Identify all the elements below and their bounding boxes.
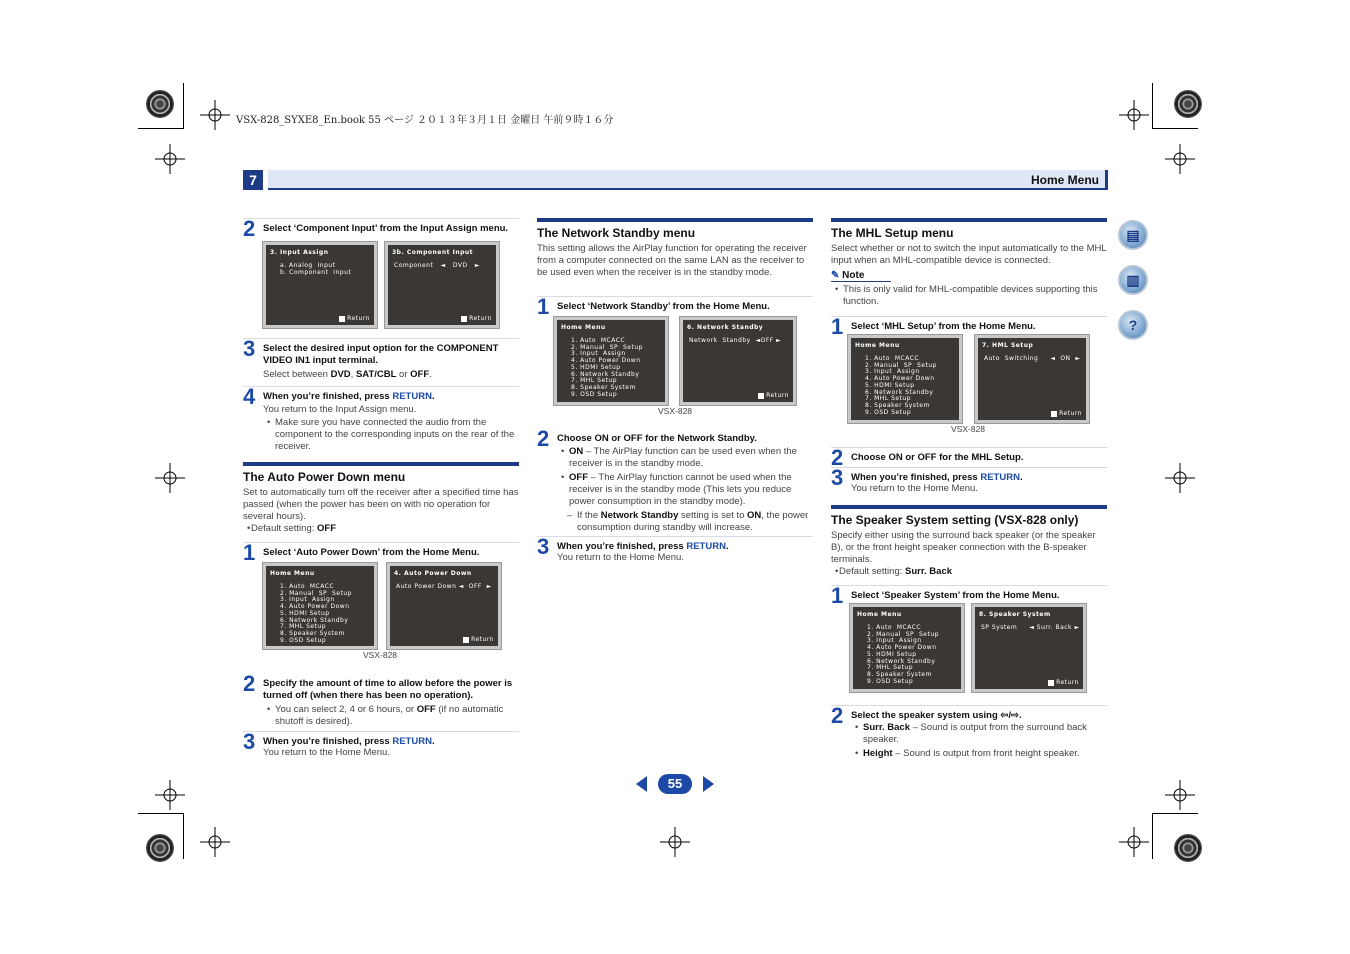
section-title: The MHL Setup menu — [831, 226, 954, 240]
section-title: The Auto Power Down menu — [243, 470, 406, 484]
step-1: 1 Select ‘MHL Setup’ from the Home Menu. — [831, 316, 1107, 317]
note-icon: ✎ — [831, 270, 843, 281]
osd-screen: 6. Network Standby Network Standby ◄OFF ► Return — [680, 317, 796, 405]
help-icon[interactable]: ? — [1118, 310, 1148, 340]
registration-mark — [155, 144, 185, 174]
registration-mark — [1165, 780, 1195, 810]
sub-note: – If the Network Standby setting is set to ON, the power consumption during standby will increase. — [567, 510, 809, 533]
step-body: Select between DVD, SAT/CBL or OFF. — [263, 369, 432, 380]
step-text: Select ‘Auto Power Down’ from the Home Menu. — [263, 547, 480, 558]
step-text: When you’re finished, press RETURN. — [557, 541, 729, 552]
caption: VSX-828 — [658, 406, 693, 416]
default-setting: • Default setting: OFF — [243, 523, 519, 535]
step-text: When you’re finished, press RETURN. — [263, 391, 435, 402]
step-text: Specify the amount of time to allow before the power is turned off (when there has been no operation). — [263, 678, 513, 701]
column-2: The Network Standby menu This setting allows the AirPlay function for operating the receiver from a computer connected on the same LAN as the receiver to be used even when the receiver is in the standby mode. 1 Select ‘Network Standby’ from the Home Menu. Home Menu 1. Auto MCACC 2. Manual SP Setup 3. Input Assign 4. Auto Power Down 5. HDMI Setup 6. Network Standby 7. MHL Setup 8. Speaker System 9. OSD Setup 6. Network Standby Network Standby ◄OFF ► Return VSX-828 2 Choose ON or OFF for the Network Standby. • ON – The AirPlay function can be used even when the receiver is in the standby mode. • OFF – The AirPlay function cannot be used when the receiver is in the standby mode (This lets you reduce power consumption in the standby mode). – If the Network Standby setting is set to ON, the power consumption during standby will increase. 3 When you’re finished, press RETURN. You return to the Home Menu. — [537, 218, 813, 578]
step-text: When you’re finished, press RETURN. — [263, 736, 435, 747]
option-on: • ON – The AirPlay function can be used even when the receiver is in the standby mode. — [557, 446, 813, 470]
step-3: 3 Select the desired input option for the COMPONENT VIDEO IN1 input terminal. Select between DVD, SAT/CBL or OFF. — [243, 338, 519, 339]
registration-mark — [1165, 144, 1195, 174]
section-body: Select whether or not to switch the input automatically to the MHL input when an MHL-compatible device is connected. — [831, 243, 1107, 266]
step-bullet: • You can select 2, 4 or 6 hours, or OFF (if no automatic shutoff is desired). — [263, 704, 519, 728]
section-title: The Speaker System setting (VSX-828 only) — [831, 513, 1079, 527]
step-1: 1 Select ‘Network Standby’ from the Home Menu. — [537, 296, 813, 297]
prev-page-button[interactable] — [636, 776, 647, 792]
chapter-number: 7 — [243, 170, 263, 190]
section-auto-power-down — [243, 462, 519, 535]
section-mhl-setup — [831, 218, 1107, 308]
step-text: Select ‘Speaker System’ from the Home Menu. — [851, 590, 1060, 601]
osd-screen: 7. HML Setup Auto Switching ◄ ON ► Return — [975, 335, 1089, 423]
step-3: 3 When you’re finished, press RETURN. You return to the Home Menu. — [537, 536, 813, 537]
book-icon[interactable]: ▤ — [1118, 220, 1148, 250]
registration-mark — [660, 827, 690, 857]
registration-rosette — [146, 90, 174, 118]
step-text: Select ‘MHL Setup’ from the Home Menu. — [851, 321, 1036, 332]
step-text: Choose ON or OFF for the MHL Setup. — [851, 452, 1024, 463]
default-setting: • Default setting: Surr. Back — [831, 566, 1107, 578]
step-1: 1 Select ‘Auto Power Down’ from the Home Menu. — [243, 542, 519, 543]
file-info-line: VSX-828_SYXE8_En.book 55 ページ ２０１３年３月１日 金曜日 午前９時１６分 — [236, 115, 614, 126]
registration-mark — [200, 827, 230, 857]
registration-mark — [1119, 100, 1149, 130]
registration-mark — [155, 780, 185, 810]
note-heading: ✎ Note — [831, 270, 891, 282]
osd-screen: 4. Auto Power Down Auto Power Down ◄ OFF ► Return — [387, 563, 501, 649]
header-bar — [268, 170, 1108, 190]
step-body: You return to the Home Menu. — [851, 483, 978, 494]
step-3: 3 When you’re finished, press RETURN. You return to the Home Menu. — [831, 467, 1107, 468]
step-bullet: • Make sure you have connected the audio from the component to the corresponding inputs on the rear of the receiver. — [263, 417, 519, 453]
section-body: This setting allows the AirPlay function for operating the receiver from a computer connected on the same LAN as the receiver to be used even when the receiver is in the standby mode. — [537, 243, 807, 278]
registration-mark — [1119, 827, 1149, 857]
registration-rosette — [1174, 90, 1202, 118]
osd-screen: 3b. Component Input Component ◄ DVD ► Return — [385, 242, 499, 328]
step-body: You return to the Input Assign menu. — [263, 404, 417, 415]
osd-screen: Home Menu 1. Auto MCACC 2. Manual SP Setup 3. Input Assign 4. Auto Power Down 5. HDMI Setup 6. Network Standby 7. MHL Setup 8. Speaker System 9. OSD Setup — [850, 604, 964, 692]
section-network-standby — [537, 218, 813, 279]
step-2: 2 Select ‘Component Input’ from the Input Assign menu. — [243, 218, 519, 219]
section-speaker-system — [831, 505, 1107, 578]
section-title: The Network Standby menu — [537, 226, 696, 240]
step-body: You return to the Home Menu. — [263, 747, 390, 758]
step-3: 3 When you’re finished, press RETURN. You return to the Home Menu. — [243, 731, 519, 732]
registration-rosette — [146, 834, 174, 862]
note-text: • This is only valid for MHL-compatible devices supporting this function. — [831, 284, 1107, 308]
step-1: 1 Select ‘Speaker System’ from the Home Menu. — [831, 585, 1107, 586]
section-body: Specify either using the surround back speaker (or the speaker B), or the front height speaker connection with the B-speaker terminals. — [831, 530, 1096, 565]
step-text: Select ‘Component Input’ from the Input Assign menu. — [263, 223, 509, 234]
option-height: • Height – Sound is output from front height speaker. — [851, 748, 1107, 760]
step-4: 4 When you’re finished, press RETURN. You return to the Input Assign menu. • Make sure you have connected the audio from the component to the corresponding inputs on the rear of the receiver. — [243, 386, 519, 387]
step-2: 2 Choose ON or OFF for the MHL Setup. — [831, 447, 1107, 448]
registration-rosette — [1174, 834, 1202, 862]
osd-screen: Home Menu 1. Auto MCACC 2. Manual SP Setup 3. Input Assign 4. Auto Power Down 5. HDMI Setup 6. Network Standby 7. MHL Setup 8. Speaker System 9. OSD Setup — [848, 335, 962, 423]
column-3 — [831, 218, 1107, 763]
receiver-icon[interactable]: ▥ — [1118, 265, 1148, 295]
registration-mark — [155, 463, 185, 493]
osd-screen: Home Menu 1. Auto MCACC 2. Manual SP Setup 3. Input Assign 4. Auto Power Down 5. HDMI Setup 6. Network Standby 7. MHL Setup 8. Speaker System 9. OSD Setup — [554, 317, 668, 405]
caption: VSX-828 — [363, 650, 398, 660]
page-number: 55 — [658, 774, 692, 794]
step-body: You return to the Home Menu. — [557, 552, 684, 563]
column-1: 2 Select ‘Component Input’ from the Input Assign menu. 3. Input Assign a. Analog Input b. Component Input Return 3b. Component Input Component ◄ DVD ► Return 3 Select the desired input option for the COMPONENT VIDEO IN1 input terminal. Select between DVD, SAT/CBL or OFF. 4 When you’re finished, press RETURN. You return to the Input Assign menu. • Make sure you have connected the audio from the component to the corresponding inputs on the rear of the receiver. The Auto Power Down menu Set to automatically turn off the receiver after a specified time has passed (when the power has been on with no operation for several hours). • Default setting: OFF 1 Select ‘Auto Power Down’ from the Home Menu. Home Menu 1. Auto MCACC 2. Manual SP Setup 3. Input Assign 4. Auto Power Down 5. HDMI Setup 6. Network Standby 7. MHL Setup 8. Speaker System 9. OSD Setup 4. Auto Power Down Auto Power Down ◄ OFF ► Return VSX-828 2 Specify the amount of time to allow before the power is turned off (when there has been no operation). • You can select 2, 4 or 6 hours, or OFF (if no automatic shutoff is desired). 3 When you’re finished, press RETURN. You return to the Home Menu. — [243, 218, 519, 778]
step-text: Choose ON or OFF for the Network Standby. — [557, 433, 757, 444]
caption: VSX-828 — [951, 424, 986, 434]
osd-screen: 3. Input Assign a. Analog Input b. Component Input Return — [263, 242, 377, 328]
step-text: Select the desired input option for the COMPONENT VIDEO IN1 input terminal. — [263, 343, 499, 366]
header-title: Home Menu — [1030, 173, 1099, 187]
step-2: 2 Select the speaker system using ⇦/⇨. • Surr. Back – Sound is output from the surround back speaker. • Height – Sound is output from front height speaker. — [831, 705, 1107, 706]
registration-mark — [200, 100, 230, 130]
option-surr-back: • Surr. Back – Sound is output from the surround back speaker. — [851, 722, 1107, 746]
section-body: Set to automatically turn off the receiver after a specified time has passed (when the power has been on with no operation for several hours). — [243, 487, 519, 522]
osd-screen: 8. Speaker System SP System ◄ Surr. Back ► Return — [972, 604, 1086, 692]
step-text: Select ‘Network Standby’ from the Home Menu. — [557, 301, 770, 312]
registration-mark — [1165, 463, 1195, 493]
step-text: When you’re finished, press RETURN. — [851, 472, 1023, 483]
step-text: Select the speaker system using ⇦/⇨. — [851, 710, 1022, 721]
option-off: • OFF – The AirPlay function cannot be used when the receiver is in the standby mode (This lets you reduce power consumption in the standby mode). — [557, 472, 813, 508]
next-page-button[interactable] — [703, 776, 714, 792]
osd-screen: Home Menu 1. Auto MCACC 2. Manual SP Setup 3. Input Assign 4. Auto Power Down 5. HDMI Setup 6. Network Standby 7. MHL Setup 8. Speaker System 9. OSD Setup — [263, 563, 377, 649]
